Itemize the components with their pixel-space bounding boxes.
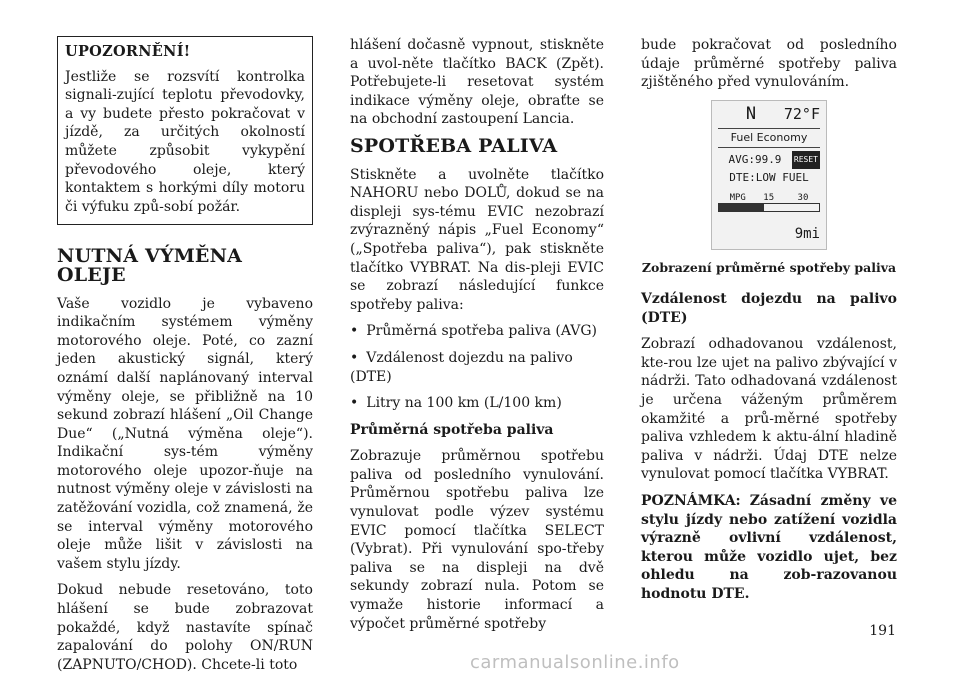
column-right xyxy=(641,36,897,611)
miles-reading: 9mi xyxy=(794,225,820,242)
mpg-tick: 30 xyxy=(797,192,809,203)
temperature-reading: 72°F xyxy=(783,104,820,123)
page-number: 191 xyxy=(869,623,896,639)
paragraph: Zobrazuje průměrnou spotřebu paliva od posledního vynulování. Průměrnou spotřebu paliva lze vynulovat podle výzev systému EVIC pomocí tlačítka SELECT (Vybrat). Při vynulování spo-třeby paliva se na displeji na dvě sekundy zobrazí nula. Potom se vymaže historie informací a výpočet průměrné spotřeby xyxy=(350,448,604,632)
mpg-bar-fill xyxy=(719,204,764,211)
column-middle xyxy=(350,36,604,641)
paragraph: Dokud nebude resetováno, toto hlášení se bude zobrazovat pokaždé, když nastavíte spínač zapalování do polohy ON/RUN (ZAPNUTO/CHOD). Chcete-li toto xyxy=(57,582,313,673)
subheading-dte: Vzdálenost dojezdu na palivo (DTE) xyxy=(641,290,897,326)
figure xyxy=(641,100,897,256)
list-item: • Vzdálenost dojezdu na palivo (DTE) xyxy=(350,349,604,386)
evic-display xyxy=(711,100,827,250)
note xyxy=(641,492,897,604)
mpg-label: MPG xyxy=(729,192,746,203)
watermark: carmanualsonline.info xyxy=(470,652,680,673)
note-label: POZNÁMKA: xyxy=(641,492,741,509)
subheading-avg: Průměrná spotřeba paliva xyxy=(350,421,554,438)
paragraph: Zobrazí odhadovanou vzdálenost, kte-rou lze ujet na palivo zbývající v nádrži. Tato odhadovaná vzdálenost je určena váženým průměrem okamžité a prů-měrné spotřeby paliva vzhledem k aktu-ální hladině paliva v nádrži. Údaj DTE nelze vynulovat pomocí tlačítka VYBRAT. xyxy=(641,336,897,483)
warning-box xyxy=(57,36,313,225)
column-left xyxy=(57,36,313,682)
reset-badge: RESET xyxy=(792,151,820,170)
list-item: • Litry na 100 km (L/100 km) xyxy=(350,394,604,413)
list-item: • Průměrná spotřeba paliva (AVG) xyxy=(350,322,604,341)
function-list xyxy=(350,322,604,412)
avg-reading: AVG:99.9 xyxy=(728,152,782,166)
mpg-tick: 15 xyxy=(763,192,775,203)
section-heading-oil-change: NUTNÁ VÝMĚNA OLEJE xyxy=(57,245,243,286)
paragraph: Stiskněte a uvolněte tlačítko NAHORU nebo DOLŮ, dokud se na displeji sys-tému EVIC nezobrazí zvýrazněný nápis „Fuel Economy“ („Spotřeba paliva“), pak stiskněte tlačítko VYBRAT. Na dis-pleji EVIC se zobrazí následující funkce spotřeby paliva: xyxy=(350,166,604,313)
dte-reading: DTE:LOW FUEL xyxy=(729,170,809,184)
section-heading-fuel-economy: SPOTŘEBA PALIVA xyxy=(350,134,558,157)
note-text: Zásadní změny ve stylu jízdy nebo zatížení vozidla výrazně ovlivní vzdálenost, kterou může vozidlo ujet, bez ohledu na zob-razovanou hodnotu DTE. xyxy=(641,492,897,602)
paragraph: bude pokračovat od posledního údaje průměrné spotřeby paliva zjištěného před vynulováním. xyxy=(641,37,897,91)
figure-caption: Zobrazení průměrné spotřeby paliva xyxy=(641,260,897,276)
mpg-bar xyxy=(718,203,820,212)
warning-text: Jestliže se rozsvítí kontrolka signali-zující teplotu převodovky, a vy budete přesto pokračovat v jízdě, za určitých okolností můžete způsobit vykypění převodového oleje, který kontaktem s horkými díly motoru či výfuku způ-sobí požár. xyxy=(65,68,305,215)
warning-title: UPOZORNĚNÍ! xyxy=(65,43,191,60)
display-title: Fuel Economy xyxy=(718,128,820,149)
compass-reading: N xyxy=(745,103,757,124)
paragraph: Vaše vozidlo je vybaveno indikačním systémem výměny motorového oleje. Poté, co zazní jeden akustický signál, který oznámí další naplánovaný interval výměny oleje, se přibližně na 10 sekund zobrazí hlášení „Oil Change Due“ („Nutná výměna oleje“). Indikační sys-tém výměny motorového oleje upozor-ňuje na nutnost výměny oleje v závislosti na zatěžování vozidla, což znamená, že se interval výměny motorového oleje může lišit v závislosti na vašem stylu jízdy. xyxy=(57,295,313,572)
paragraph: hlášení dočasně vypnout, stiskněte a uvol-něte tlačítko BACK (Zpět). Potřebujete-li resetovat systém indikace výměny oleje, obraťte se na obchodní zastoupení Lancia. xyxy=(350,37,604,128)
